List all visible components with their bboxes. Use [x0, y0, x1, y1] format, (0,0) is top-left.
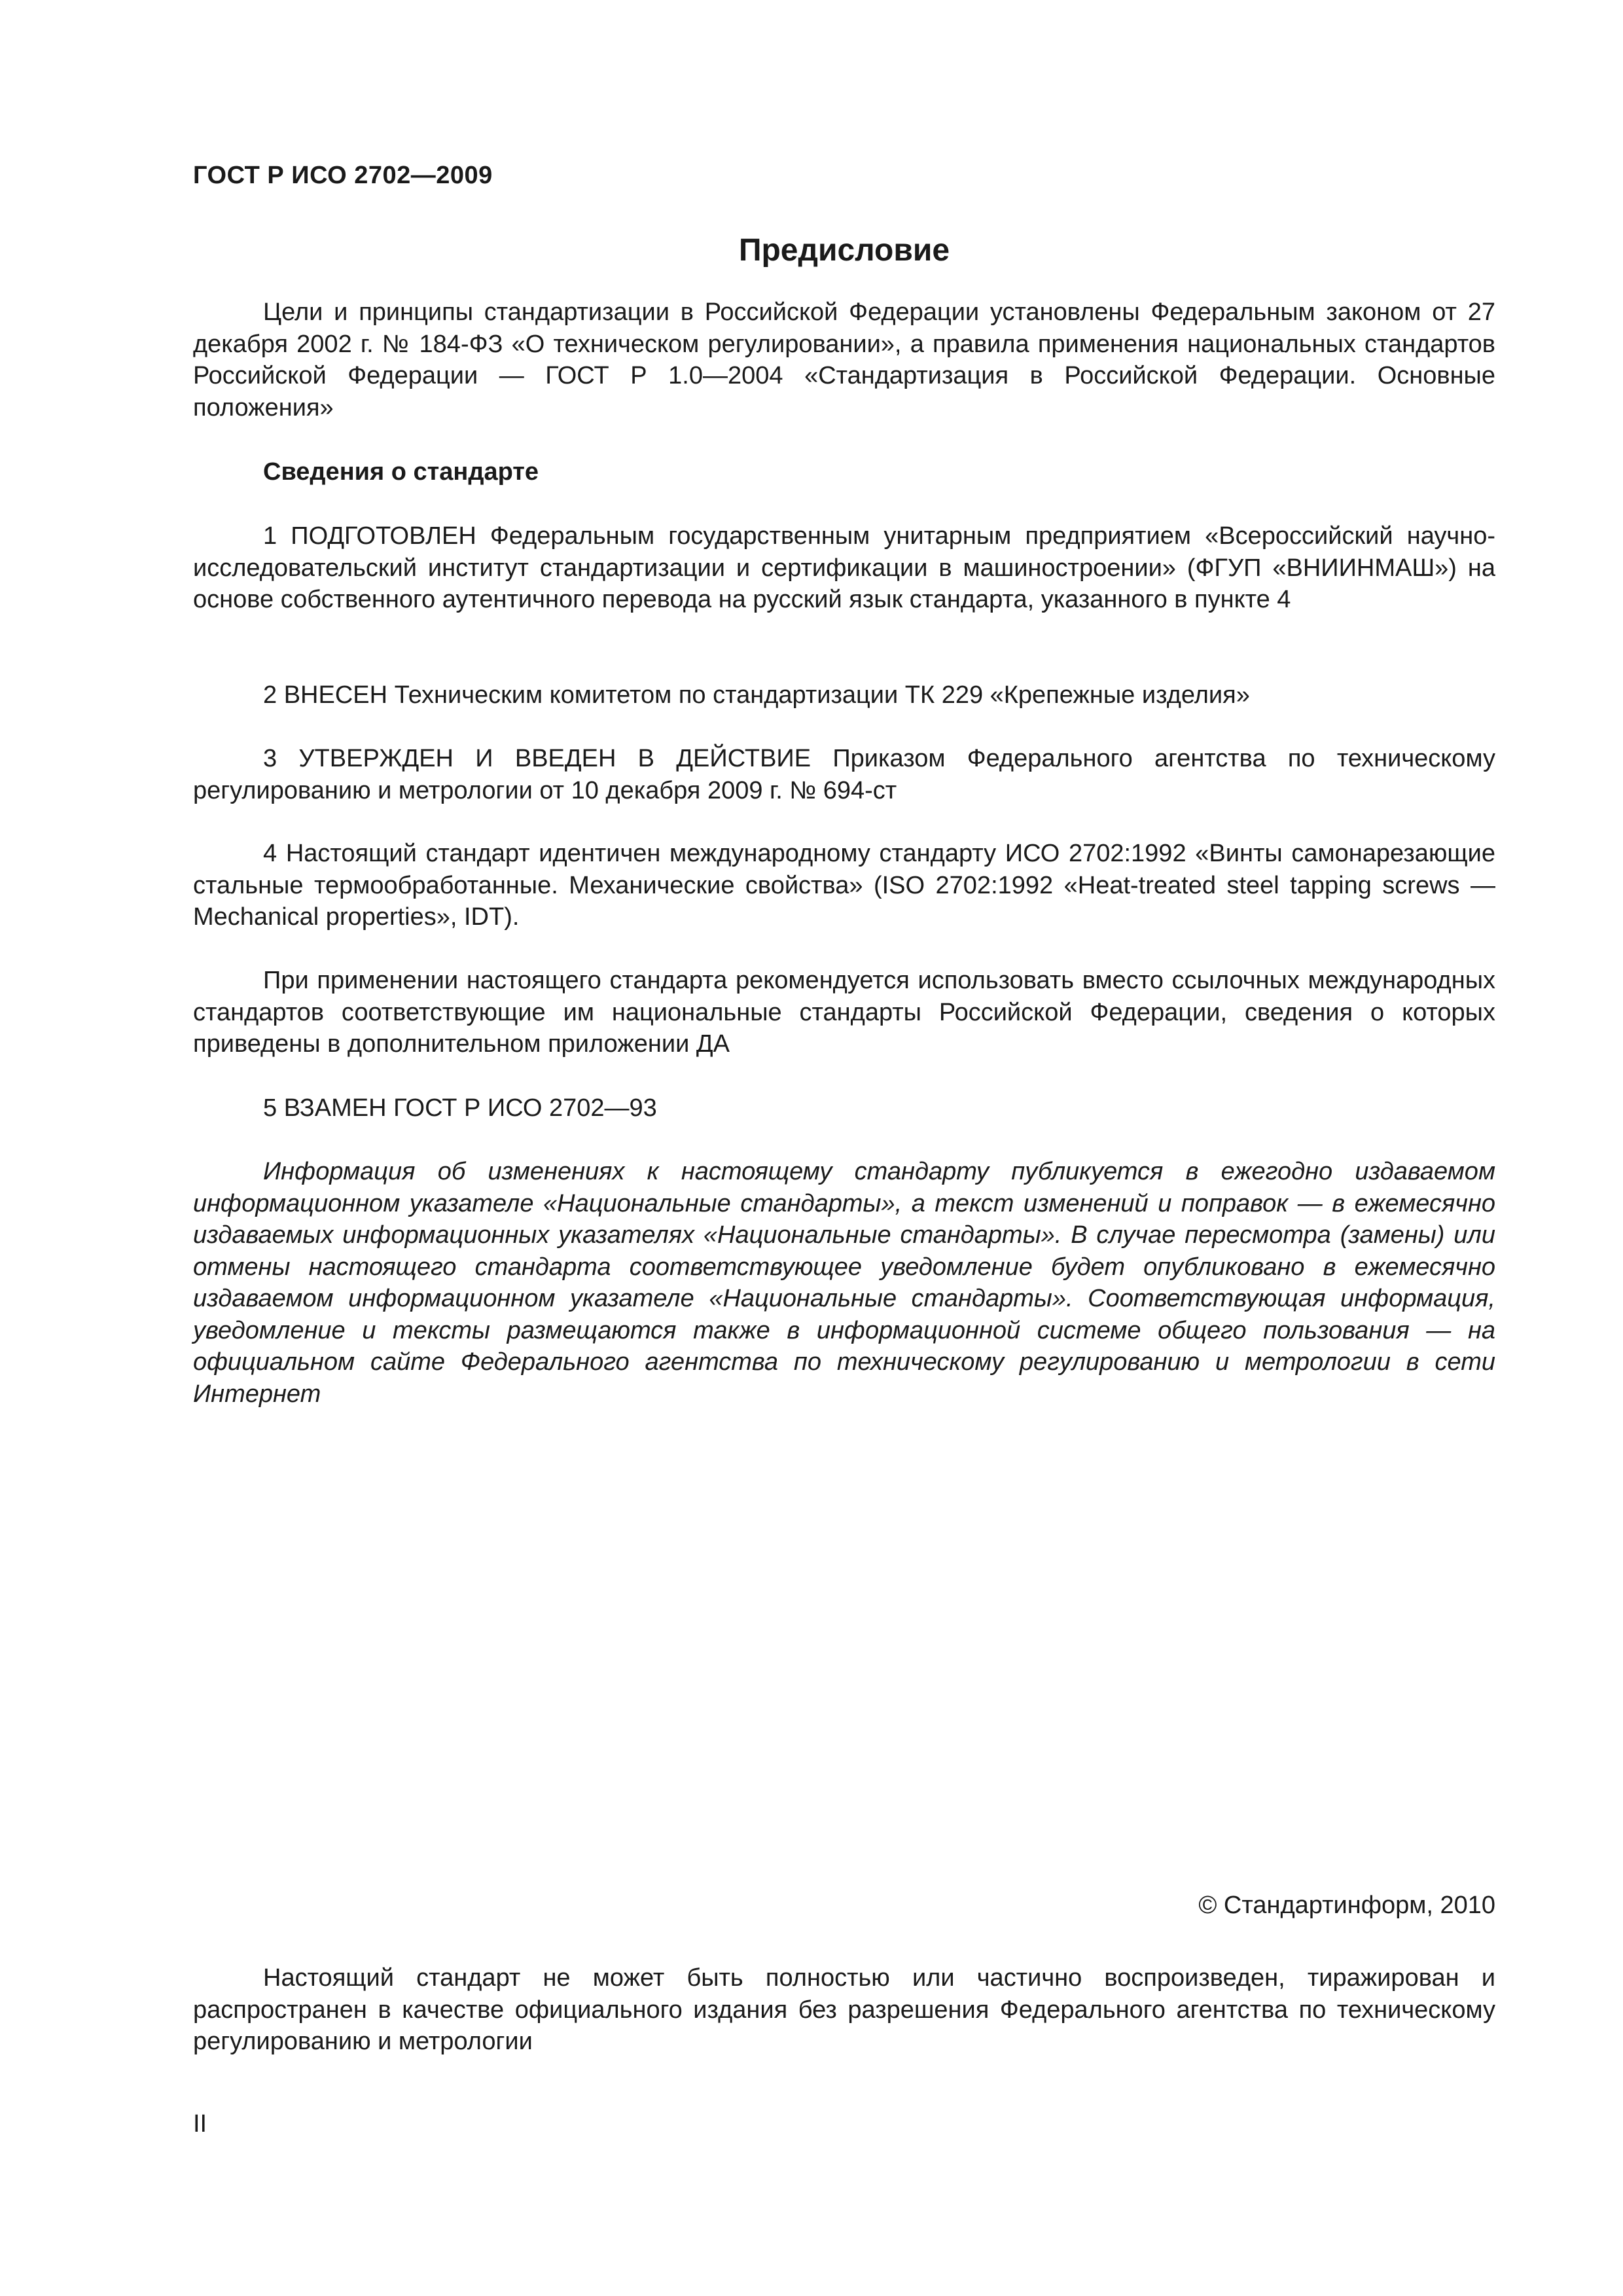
intro-text: Цели и принципы стандартизации в Российской Федерации установлены Федеральным законом от 27 декабря 2002 г. № 184-ФЗ «О техническом регулировании», а правила применения национальных стандартов Российской Федерации — ГОСТ Р 1.0—2004 «Стандартизация в Российской Федерации. Основные положения» — [193, 298, 1495, 422]
item-4-note — [193, 965, 1495, 1060]
item-4-text: 4 Настоящий стандарт идентичен международному стандарту ИСО 2702:1992 «Винты самонарезающие стальные термообработанные. Механические свойства» (ISO 2702:1992 «Heat-treated steel tapping screws — Mechanical properties», IDT). — [193, 840, 1495, 931]
item-4-note-text: При применении настоящего стандарта рекомендуется использовать вместо ссылочных международных стандартов соответствующие им национальные стандарты Российской Федерации, сведения о которых приведены в дополнительном приложении ДА — [193, 967, 1495, 1058]
info-notice — [193, 1156, 1495, 1410]
item-5-text: 5 ВЗАМЕН ГОСТ Р ИСО 2702—93 — [263, 1094, 657, 1122]
reproduction-notice — [193, 1962, 1495, 2058]
page-number: II — [193, 2110, 207, 2138]
item-3-text: 3 УТВЕРЖДЕН И ВВЕДЕН В ДЕЙСТВИЕ Приказом Федерального агентства по техническому регулированию и метрологии от 10 декабря 2009 г. № 694-ст — [193, 745, 1495, 804]
standard-designation: ГОСТ Р ИСО 2702—2009 — [193, 162, 493, 189]
info-notice-text: Информация об изменениях к настоящему стандарту публикуется в ежегодно издаваемом информационном указателе «Национальные стандарты», а текст изменений и поправок — в ежемесячно издаваемых информационных указателях «Национальные стандарты». В случае пересмотра (замены) или отмены настоящего стандарта соответствующее уведомление будет опубликовано в ежемесячно издаваемом информационном указателе «Национальные стандарты». Соответствующая информация, уведомление и тексты размещаются также в информационной системе общего пользования — на официальном сайте Федерального агентства по техническому регулированию и метрологии в сети Интернет — [193, 1158, 1495, 1408]
reproduction-notice-text: Настоящий стандарт не может быть полностью или частично воспроизведен, тиражирован и распространен в качестве официального издания без разрешения Федерального агентства по техническому регулированию и метрологии — [193, 1964, 1495, 2055]
item-2 — [193, 679, 1495, 711]
item-5 — [193, 1092, 1495, 1124]
intro-paragraph — [193, 296, 1495, 423]
section-heading: Сведения о стандарте — [263, 458, 539, 486]
page-title: Предисловие — [738, 233, 950, 268]
section-heading-block — [193, 456, 1495, 488]
item-1 — [193, 520, 1495, 616]
item-3 — [193, 743, 1495, 806]
item-4 — [193, 838, 1495, 933]
item-2-text: 2 ВНЕСЕН Техническим комитетом по стандартизации ТК 229 «Крепежные изделия» — [263, 681, 1250, 709]
item-1-text: 1 ПОДГОТОВЛЕН Федеральным государственным унитарным предприятием «Всероссийский научно-исследовательский институт стандартизации и сертификации в машиностроении» (ФГУП «ВНИИНМАШ») на основе собственного аутентичного перевода на русский язык стандарта, указанного в пункте 4 — [193, 522, 1495, 613]
copyright: © Стандартинформ, 2010 — [1198, 1892, 1495, 1919]
